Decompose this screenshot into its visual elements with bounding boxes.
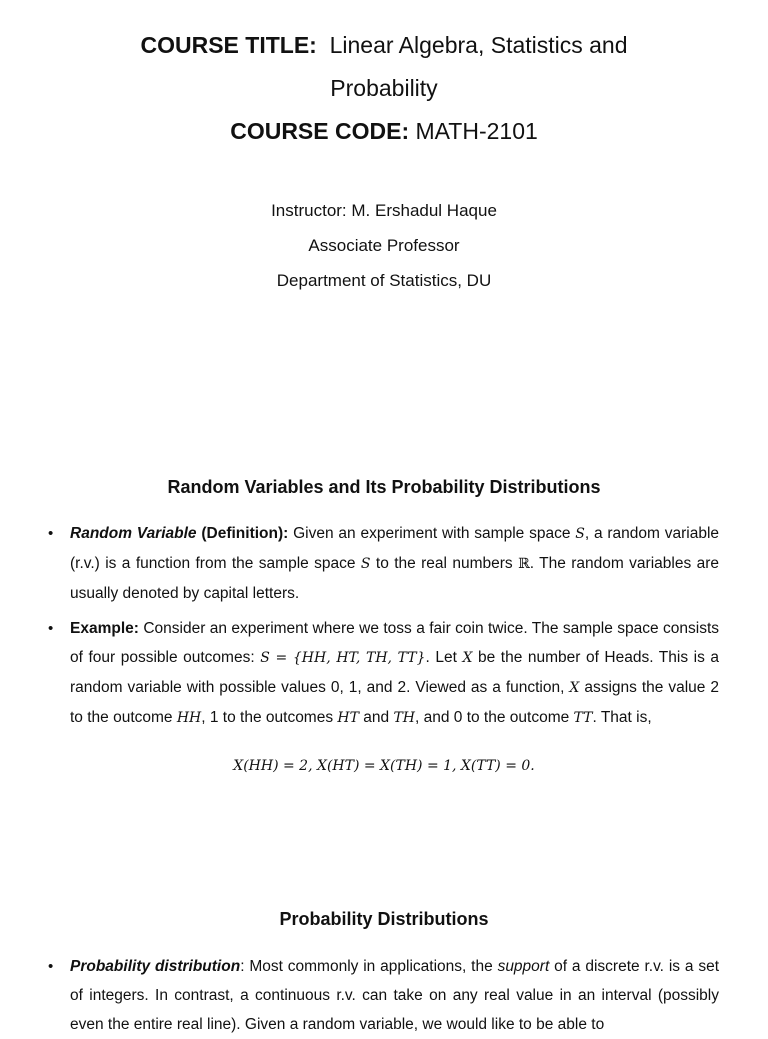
example-text-3: be the number of Heads. This is a random variable with possible values 0, 1, and 2. Viewed as a function, — [70, 649, 719, 696]
bullet-example — [48, 614, 720, 733]
term-probability-distribution: Probability distribution — [70, 958, 241, 975]
sample-space-set: S = {HH, HT, TH, TT} — [260, 650, 426, 666]
instructor-department: Department of Statistics, DU — [276, 271, 492, 290]
bullet-random-variable-definition — [48, 519, 720, 608]
bullet-probability-distribution — [48, 952, 720, 1039]
term-random-variable: Random Variable — [70, 525, 197, 542]
instructor-position: Associate Professor — [308, 236, 460, 255]
bullet-dot: • — [48, 958, 54, 975]
symbol-x: X — [569, 680, 580, 696]
outcome-tt: TT — [573, 710, 593, 726]
example-text-8: . That is, — [592, 709, 652, 726]
course-title-line — [0, 30, 768, 60]
symbol-x: X — [462, 650, 473, 666]
example-text-6: and — [358, 709, 394, 726]
example-label: Example: — [70, 620, 139, 637]
example-text-7: , and 0 to the outcome — [414, 709, 574, 726]
symbol-reals: ℝ — [518, 556, 530, 572]
outcome-ht: HT — [337, 710, 359, 726]
pd-text-1: : Most commonly in applications, the — [240, 958, 498, 975]
course-title-label: COURSE TITLE: — [140, 32, 317, 58]
bullet-dot: • — [48, 620, 54, 637]
def-text-3: to the real numbers — [370, 555, 519, 572]
outcome-th: TH — [393, 710, 415, 726]
term-support: support — [497, 958, 550, 975]
example-text-2: . Let — [425, 649, 463, 666]
symbol-s: S — [575, 526, 585, 542]
example-text-1: Consider an experiment where we toss a fair coin twice. The sample space consists of four possible outcomes: — [70, 620, 720, 666]
section-heading-probability-distributions: Probability Distributions — [279, 909, 489, 929]
instructor-name: Instructor: M. Ershadul Haque — [271, 201, 497, 220]
pd-text-2: of a discrete r.v. is a set of integers. In contrast, a continuous r.v. can take on any real value in an interval (possibly even the entire real line). Given a random variable, we would like to be able to — [70, 958, 720, 1033]
def-text-1: Given an experiment with sample space — [293, 525, 576, 542]
course-code-label: COURSE CODE: — [230, 118, 410, 144]
example-text-4: assigns the value 2 to the outcome — [70, 679, 719, 726]
example-text-5: , 1 to the outcomes — [201, 709, 338, 726]
def-text-2: , a random variable (r.v.) is a function from the sample space — [70, 525, 720, 572]
course-code-line — [0, 116, 768, 146]
def-text-4: . The random variables are usually denoted by capital letters. — [70, 555, 719, 602]
definition-label: (Definition): — [201, 525, 289, 542]
random-variable-equation: X(HH) = 2, X(HT) = X(TH) = 1, X(TT) = 0. — [233, 758, 535, 774]
course-title-continued — [0, 73, 768, 103]
symbol-s: S — [360, 556, 371, 572]
section-heading-random-variables: Random Variables and Its Probability Distributions — [167, 477, 601, 497]
bullet-dot: • — [48, 525, 54, 542]
outcome-hh: HH — [176, 710, 202, 726]
course-title-value-line2: Probability — [330, 75, 438, 101]
course-title-value: Linear Algebra, Statistics and — [329, 32, 628, 58]
course-code-value: MATH-2101 — [415, 118, 538, 144]
